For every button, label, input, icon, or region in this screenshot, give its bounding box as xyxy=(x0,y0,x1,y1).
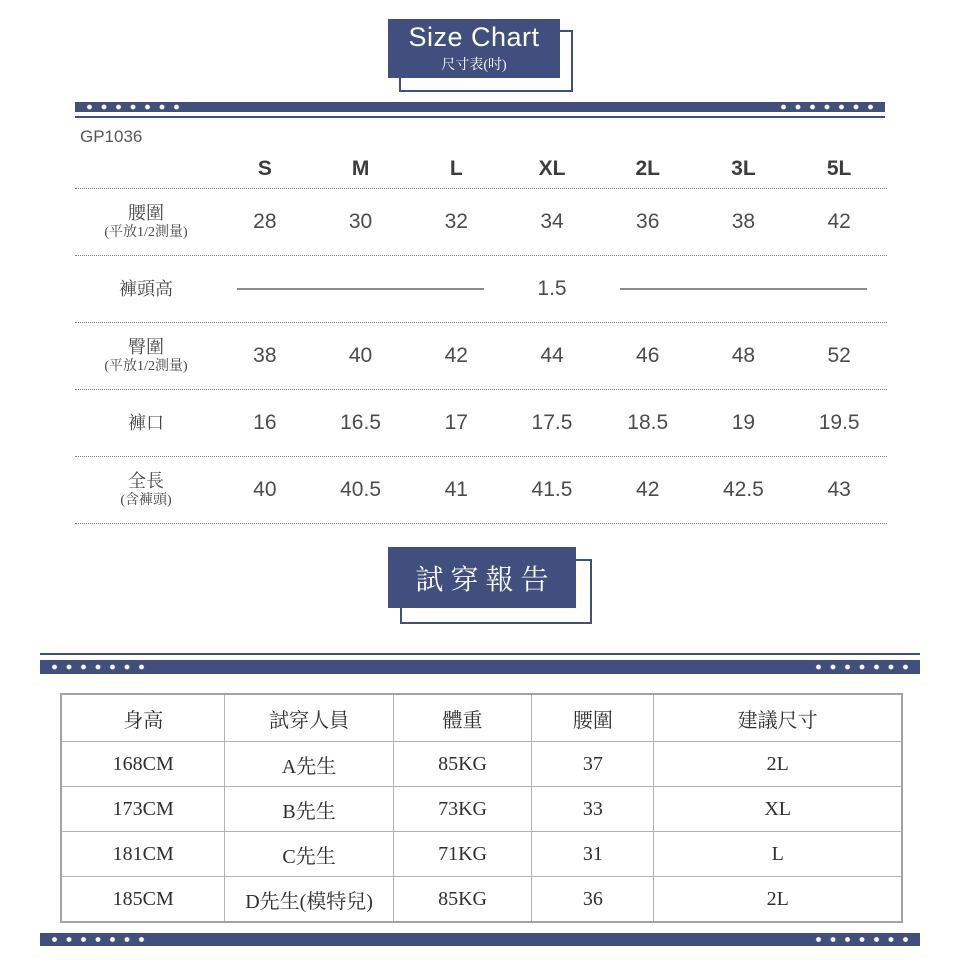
fit-cell: C先生 xyxy=(225,832,393,877)
fit-cell: B先生 xyxy=(225,787,393,832)
fit-col-header: 身高 xyxy=(61,694,225,742)
fit-report-header-box xyxy=(388,547,576,608)
fit-report-title: 試穿報告 xyxy=(415,564,556,596)
size-value-cell: 18.5 xyxy=(627,411,669,434)
size-row-label xyxy=(75,278,217,301)
size-value-cell: 32 xyxy=(444,210,468,233)
size-value-cell: 42 xyxy=(636,478,660,501)
top-divider-bar xyxy=(75,102,885,112)
divider-dots-right xyxy=(778,102,876,112)
fit-cell: 73KG xyxy=(393,787,532,832)
size-value-cell: 16 xyxy=(253,411,277,434)
fit-table-row xyxy=(61,832,902,877)
size-value-cell: 16.5 xyxy=(340,411,381,434)
fit-cell: A先生 xyxy=(225,742,393,787)
size-table xyxy=(75,150,887,524)
dash-line-left xyxy=(217,288,504,290)
fit-cell: D先生(模特兒) xyxy=(225,877,393,923)
fit-cell: XL xyxy=(654,787,902,832)
size-value-cell: 17 xyxy=(444,411,468,434)
size-value-cell: 40 xyxy=(348,344,373,367)
size-row-label-sub: (平放1/2測量) xyxy=(104,359,188,375)
dash-line-right xyxy=(600,288,887,290)
fit-cell: 71KG xyxy=(393,832,532,877)
fit-col-header: 建議尺寸 xyxy=(654,694,902,742)
size-value-cell: 38 xyxy=(253,344,277,367)
size-value-cell: 48 xyxy=(731,344,756,367)
divider-dots-right xyxy=(813,933,911,946)
size-col-header: 2L xyxy=(635,157,660,180)
fit-col-header: 試穿人員 xyxy=(225,694,393,742)
size-row-label-sub: (含褲頭) xyxy=(120,493,172,509)
size-col-header: L xyxy=(449,157,463,180)
fit-cell: 2L xyxy=(654,877,902,923)
fit-table-row xyxy=(61,787,902,832)
fit-cell: 37 xyxy=(532,742,654,787)
size-value-cell: 44 xyxy=(540,344,564,367)
size-value-cell: 38 xyxy=(731,210,756,233)
fit-cell: L xyxy=(654,832,902,877)
size-chart-title: Size Chart xyxy=(408,21,540,52)
size-row-label-sub: (平放1/2測量) xyxy=(104,225,188,241)
size-row-label-main: 腰圍 xyxy=(128,202,164,223)
size-value-cell: 36 xyxy=(636,210,660,233)
fit-cell: 33 xyxy=(532,787,654,832)
fit-report-table xyxy=(60,693,903,923)
middle-divider-bar xyxy=(40,660,920,674)
divider-dots-left xyxy=(49,660,147,674)
size-col-header: 5L xyxy=(826,157,852,180)
fit-table-row xyxy=(61,877,902,923)
size-table-row xyxy=(75,323,887,390)
size-value-cell: 40.5 xyxy=(340,478,381,501)
size-chart-subtitle: 尺寸表(吋) xyxy=(441,58,507,74)
size-row-label xyxy=(75,202,217,243)
size-value-cell: 28 xyxy=(253,210,277,233)
size-value-cell: 17.5 xyxy=(531,411,573,434)
size-row-label-main: 褲頭高 xyxy=(119,278,173,299)
size-value-cell: 41 xyxy=(444,478,468,501)
size-col-header: M xyxy=(351,157,370,180)
fit-cell: 168CM xyxy=(61,742,225,787)
size-value-cell: 42 xyxy=(827,210,851,233)
size-table-row xyxy=(75,457,887,524)
fit-col-header: 腰圍 xyxy=(532,694,654,742)
fit-cell: 85KG xyxy=(393,877,532,923)
size-value-cell: 34 xyxy=(540,210,564,233)
size-value-cell: 42.5 xyxy=(722,478,764,501)
fit-table-header-row xyxy=(61,694,902,742)
size-value-cell: 46 xyxy=(636,344,660,367)
size-value-cell: 52 xyxy=(827,344,851,367)
divider-dots-left xyxy=(49,933,147,946)
fit-cell: 173CM xyxy=(61,787,225,832)
size-col-header: S xyxy=(257,157,272,180)
fit-cell: 185CM xyxy=(61,877,225,923)
fit-cell: 2L xyxy=(654,742,902,787)
fit-cell: 36 xyxy=(532,877,654,923)
divider-dots-right xyxy=(813,660,911,674)
size-col-header: XL xyxy=(538,157,566,180)
fit-cell: 85KG xyxy=(393,742,532,787)
size-value-cell: 42 xyxy=(444,344,468,367)
size-value-cell: 43 xyxy=(827,478,851,501)
product-code: GP1036 xyxy=(80,127,143,146)
size-table-row xyxy=(75,189,887,256)
dash-rule xyxy=(620,288,867,290)
dash-rule xyxy=(237,288,484,290)
size-value-cell: 1.5 xyxy=(537,277,567,300)
fit-table-row xyxy=(61,742,902,787)
middle-divider-line xyxy=(40,653,920,655)
size-value-cell: 41.5 xyxy=(531,478,573,501)
size-row-label xyxy=(75,412,217,435)
size-value-cell: 30 xyxy=(348,210,373,233)
fit-cell: 181CM xyxy=(61,832,225,877)
bottom-divider-bar xyxy=(40,933,920,946)
size-table-row xyxy=(75,390,887,457)
size-row-label xyxy=(75,336,217,377)
size-row-label-main: 褲口 xyxy=(128,412,164,433)
divider-dots-left xyxy=(84,102,182,112)
top-divider-line xyxy=(75,116,885,118)
size-col-header: 3L xyxy=(731,157,756,180)
size-row-label-main: 臀圍 xyxy=(128,336,164,357)
size-row-label xyxy=(75,470,217,511)
fit-col-header: 體重 xyxy=(393,694,532,742)
size-table-row xyxy=(75,256,887,323)
fit-cell: 31 xyxy=(532,832,654,877)
size-value-cell: 40 xyxy=(253,478,277,501)
size-value-cell: 19.5 xyxy=(818,411,860,434)
size-value-cell: 19 xyxy=(731,411,756,434)
size-chart-header-box xyxy=(388,19,560,78)
size-row-label-main: 全長 xyxy=(128,470,164,491)
size-table-header-row xyxy=(75,150,887,189)
